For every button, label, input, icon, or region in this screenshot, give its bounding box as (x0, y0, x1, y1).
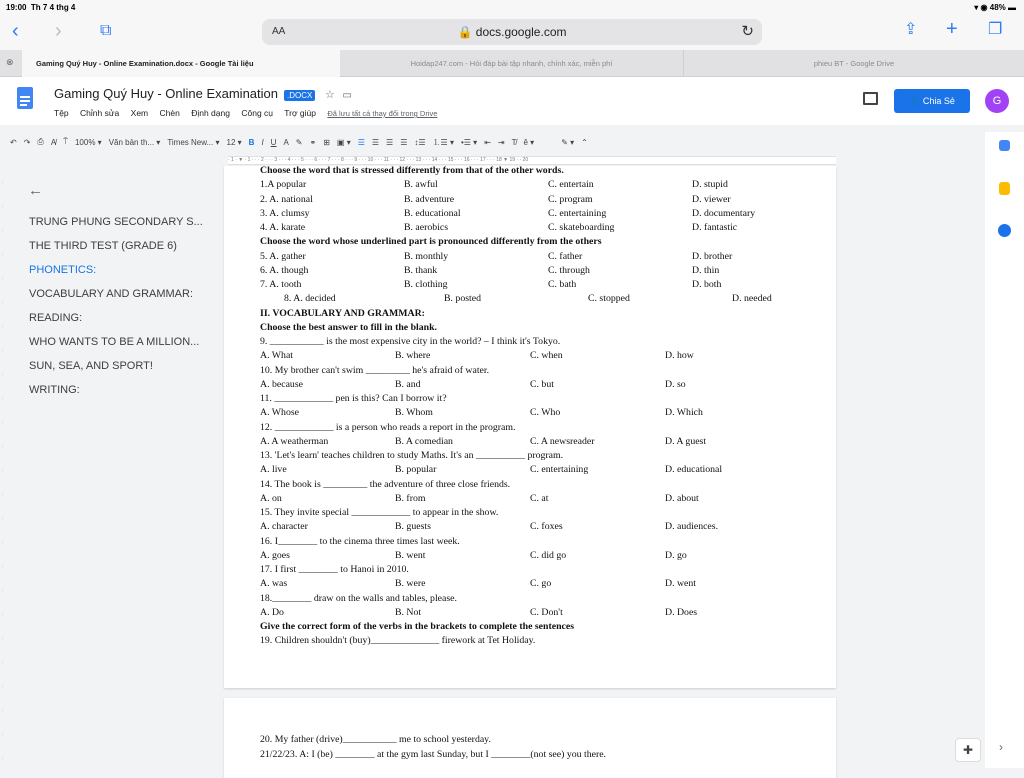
ruler-tick: · (2, 708, 4, 714)
section-heading: II. VOCABULARY AND GRAMMAR: (260, 307, 425, 319)
answer-option: B. went (395, 549, 426, 561)
answer-option: B. monthly (404, 250, 449, 262)
menu-insert[interactable]: Chèn (159, 108, 180, 118)
font-size-select[interactable]: 12 ▾ (226, 137, 242, 147)
answer-option: B. posted (444, 293, 482, 305)
docs-logo-icon[interactable] (17, 87, 33, 109)
ruler-tick: · (2, 636, 4, 642)
highlight-icon[interactable]: ✎ (295, 137, 303, 147)
ruler-tick: · (2, 732, 4, 738)
answer-option: C. entertaining (548, 207, 607, 219)
input-tools-icon[interactable]: ê ▾ (523, 137, 535, 147)
battery-indicator: ▾ ◉ 48% ▬ (974, 3, 1016, 12)
answer-option: A. What (260, 350, 294, 362)
answer-option: B. were (395, 578, 426, 590)
increase-indent-icon[interactable]: ⇥ (497, 137, 505, 147)
answer-option: B. thank (404, 264, 438, 276)
answer-option: C. A newsreader (530, 435, 595, 447)
ruler-tick: · (2, 516, 4, 522)
section-heading: Choose the word that is stressed differently from that of the other words. (260, 165, 564, 176)
question-text: 20. My father (drive)___________ me to school yesterday. (260, 734, 491, 745)
answer-option: B. awful (404, 179, 438, 191)
answer-option: C. entertain (548, 179, 594, 191)
answer-option: C. entertaining (530, 464, 589, 476)
align-justify-icon[interactable]: ☰ (400, 137, 408, 147)
bulleted-list-icon[interactable]: •☰ ▾ (460, 137, 478, 147)
docs-menu-bar (54, 108, 446, 118)
answer-option: 8. A. decided (284, 293, 336, 305)
status-time: 19:00 Th 7 4 thg 4 (6, 3, 76, 12)
ruler-tick: · (2, 324, 4, 330)
answer-option: D. stupid (692, 179, 728, 191)
answer-option: D. fantastic (692, 222, 738, 233)
answer-option: B. Whom (395, 407, 433, 419)
answer-option: 2. A. national (260, 193, 313, 205)
ruler-tick: · (2, 756, 4, 762)
link-icon[interactable]: ⚭ (309, 137, 317, 147)
answer-option: A. Do (260, 606, 284, 618)
safari-toolbar (0, 14, 1024, 50)
docx-badge: .DOCX (284, 90, 315, 101)
star-icon[interactable]: ☆ (324, 89, 335, 101)
ruler-tick: · (2, 660, 4, 666)
line-spacing-icon[interactable]: ↕☰ (414, 137, 426, 147)
reader-aa-button[interactable]: AA (272, 26, 286, 37)
answer-option: B. popular (395, 464, 437, 476)
redo-icon[interactable]: ↷ (23, 137, 31, 147)
question-text: 17. I first ________ to Hanoi in 2010. (260, 564, 409, 575)
answer-option: C. through (548, 264, 590, 276)
ruler-tick: · (2, 540, 4, 546)
answer-option: D. go (665, 549, 687, 561)
answer-option: B. Not (395, 606, 422, 618)
tab-hoidap247[interactable]: Hoidap247.com - Hỏi đáp bài tập nhanh, chính xác, miễn phí (410, 59, 613, 68)
answer-option: D. educational (665, 464, 723, 476)
outline-item[interactable]: SUN, SEA, AND SPORT! (29, 360, 153, 372)
add-comment-icon[interactable]: ⊞ (323, 137, 330, 147)
outline-item[interactable]: WRITING: (29, 384, 80, 396)
menu-format[interactable]: Định dạng (191, 108, 230, 118)
answer-option: A. on (260, 492, 282, 504)
ruler-tick: · (2, 684, 4, 690)
question-text: 9. ___________ is the most expensive city in the world? – I think it's Tokyo. (260, 336, 561, 347)
url-text: 🔒 docs.google.com (457, 25, 567, 39)
paint-format-icon[interactable]: ⍑ (63, 137, 68, 146)
italic-button[interactable]: I (261, 137, 264, 147)
underline-button[interactable]: U (270, 137, 277, 147)
explore-button[interactable]: ✚ (955, 738, 981, 762)
ruler-tick: · (2, 444, 4, 450)
answer-option: 3. A. clumsy (260, 207, 310, 219)
answer-option: D. so (665, 378, 686, 390)
style-select[interactable]: Văn bản th... ▾ (108, 137, 161, 147)
font-select[interactable]: Times New... ▾ (167, 137, 220, 147)
question-text: 16. I________ to the cinema three times last week. (260, 535, 460, 547)
answer-option: 1.A popular (260, 179, 307, 191)
question-text: 14. The book is _________ the adventure of three close friends. (260, 478, 511, 490)
answer-option: B. from (395, 492, 426, 504)
menu-help[interactable]: Trợ giúp (284, 108, 316, 118)
outline-item[interactable]: WHO WANTS TO BE A MILLION... (29, 336, 200, 348)
formatting-toolbar (10, 132, 985, 152)
outline-item[interactable]: READING: (29, 312, 83, 324)
section-heading: Give the correct form of the verbs in the brackets to complete the sentences (260, 621, 575, 632)
answer-option: C. bath (548, 279, 577, 290)
collapse-menu-icon[interactable]: ⌃ (581, 137, 588, 147)
ruler-tick: · (2, 252, 4, 258)
ruler-tick: · (2, 564, 4, 570)
question-text: 21/22/23. A: I (be) ________ at the gym last Sunday, but I ________(not see) you there. (260, 748, 607, 760)
ruler-tick: · (2, 180, 4, 186)
section-heading: Choose the best answer to fill in the blank. (260, 321, 437, 333)
question-text: 10. My brother can't swim _________ he's afraid of water. (260, 364, 490, 376)
question-text: 19. Children shouldn't (buy)______________ firework at Tet Holiday. (260, 635, 536, 647)
question-text: 18.________ draw on the walls and tables, please. (260, 592, 457, 604)
answer-option: D. A guest (665, 435, 707, 447)
answer-option: D. both (692, 279, 722, 290)
text-color-icon[interactable]: A (283, 137, 289, 147)
menu-edit[interactable]: Chỉnh sửa (80, 108, 120, 118)
close-outline-icon[interactable]: ← (28, 182, 43, 199)
back-icon[interactable]: ‹ (12, 20, 19, 42)
close-tab-icon[interactable]: ⊗ (6, 57, 14, 67)
keep-icon[interactable] (999, 182, 1010, 195)
document-outline (14, 182, 224, 406)
align-center-icon[interactable]: ☰ (371, 137, 380, 147)
answer-option: D. thin (692, 264, 720, 276)
tab-google-drive[interactable]: phieu BT - Google Drive (683, 50, 1024, 77)
safari-tab-strip (0, 50, 1024, 77)
section-heading: Choose the word whose underlined part is pronounced differently from the others (260, 236, 602, 248)
answer-option: C. Don't (530, 606, 563, 618)
answer-option: 6. A. though (260, 264, 309, 276)
answer-option: 7. A. tooth (260, 279, 302, 290)
answer-option: C. go (530, 578, 552, 590)
forward-icon[interactable]: › (55, 20, 62, 42)
calendar-icon[interactable] (999, 140, 1010, 151)
undo-icon[interactable]: ↶ (10, 137, 17, 147)
ruler-tick: · (2, 588, 4, 594)
answer-option: B. where (395, 350, 431, 362)
align-right-icon[interactable]: ☰ (386, 137, 394, 147)
docs-header (0, 77, 1024, 125)
answer-option: B. guests (395, 521, 431, 533)
answer-option: C. Who (530, 407, 561, 419)
answer-option: D. about (665, 492, 699, 504)
reload-icon[interactable]: ↻ (741, 23, 754, 40)
menu-view[interactable]: Xem (130, 108, 149, 118)
ruler-tick: · (2, 372, 4, 378)
answer-option: B. and (395, 378, 421, 390)
menu-tools[interactable]: Công cụ (241, 108, 274, 118)
outline-item-selected[interactable]: PHONETICS: (29, 262, 224, 286)
answer-option: D. Does (665, 606, 698, 618)
answer-option: C. when (530, 350, 563, 362)
expand-panel-icon[interactable]: › (999, 740, 1003, 754)
answer-option: D. needed (732, 293, 772, 305)
answer-option: C. foxes (530, 521, 563, 533)
ruler-tick: · (2, 468, 4, 474)
numbered-list-icon[interactable]: ⒈☰ ▾ (432, 137, 454, 147)
answer-option: D. went (665, 578, 697, 590)
ruler-tick: · (2, 396, 4, 402)
address-bar[interactable] (262, 19, 762, 45)
ruler-tick: · (2, 492, 4, 498)
document-page[interactable] (224, 698, 836, 778)
menu-file[interactable]: Tệp (54, 108, 69, 118)
ruler-tick: · (2, 276, 4, 282)
answer-option: C. at (530, 492, 549, 504)
vertical-ruler[interactable] (0, 170, 9, 768)
answer-option: A. live (260, 464, 287, 476)
tab-google-docs[interactable]: Gaming Quý Huy - Online Examination.docx - Google Tài liệu (22, 50, 340, 77)
ruler-tick: · (2, 420, 4, 426)
answer-option: C. stopped (588, 293, 630, 305)
answer-option: C. program (548, 193, 593, 205)
answer-option: B. adventure (404, 193, 455, 205)
print-icon[interactable]: ⎙ (37, 137, 44, 146)
question-text: 13. 'Let's learn' teaches children to study Maths. It's an __________ program. (260, 450, 564, 461)
save-status[interactable]: Đã lưu tất cả thay đổi trong Drive (327, 109, 438, 118)
answer-option: C. but (530, 378, 554, 390)
outline-item[interactable]: THE THIRD TEST (GRADE 6) (29, 240, 177, 252)
decrease-indent-icon[interactable]: ⇤ (484, 137, 491, 147)
answer-option: D. how (665, 350, 694, 362)
question-text: 12. ____________ is a person who reads a report in the program. (260, 421, 516, 433)
tasks-icon[interactable] (998, 224, 1011, 237)
outline-item[interactable]: TRUNG PHUNG SECONDARY S... (29, 216, 203, 228)
ios-status-bar (0, 0, 1024, 14)
question-text: 15. They invite special ____________ to appear in the show. (260, 507, 499, 518)
answer-option: A. A weatherman (260, 435, 329, 447)
zoom-select[interactable]: 100% ▾ (74, 137, 102, 147)
ruler-tick: · (2, 612, 4, 618)
answer-option: D. audiences. (665, 521, 719, 533)
ruler-tick: · (2, 348, 4, 354)
document-title[interactable]: Gaming Quý Huy - Online Examination .DOCX ☆ ▭ (54, 86, 352, 101)
avatar[interactable]: G (985, 89, 1009, 113)
question-text: 11. ____________ pen is this? Can I borrow it? (260, 393, 447, 404)
comment-history-icon[interactable] (863, 92, 878, 105)
clear-formatting-icon[interactable]: T̸ (511, 137, 517, 147)
horizontal-ruler[interactable]: · 1 · ▼ · 1 · · · 2 · · · 3 · · · 4 · · · 5 · · · 6 · · · 7 · · · 8 · · · 9 · · · 10 · · · 11 · · · 12 · · · 13 · · · 14 · · · 15 · · · 16 · · · 17 · · · 18 ▼ 19 · · 20 (228, 156, 836, 165)
answer-option: B. aerobics (404, 222, 449, 233)
answer-option: A. goes (260, 549, 290, 561)
folder-icon[interactable]: ▭ (342, 90, 352, 101)
answer-option: D. brother (692, 250, 733, 262)
answer-option: D. viewer (692, 193, 731, 205)
spellcheck-icon[interactable]: A̸ (50, 137, 57, 147)
document-page[interactable] (224, 166, 836, 688)
answer-option: A. because (260, 378, 303, 390)
answer-option: B. clothing (404, 279, 448, 290)
answer-option: 4. A. karate (260, 222, 306, 233)
answer-option: B. educational (404, 207, 461, 219)
ruler-tick: · (2, 204, 4, 210)
answer-option: C. father (548, 250, 583, 262)
answer-option: 5. A. gather (260, 250, 306, 262)
ruler-tick: · (2, 300, 4, 306)
share-button[interactable]: 👤 Chia Sẻ (894, 89, 970, 113)
insert-image-icon[interactable]: ▣ ▾ (336, 137, 351, 147)
answer-option: C. skateboarding (548, 222, 615, 233)
answer-option: D. documentary (692, 207, 756, 219)
side-panel (985, 132, 1024, 768)
answer-option: B. A comedian (395, 435, 453, 447)
ruler-tick: · (2, 228, 4, 234)
answer-option: A. character (260, 521, 308, 533)
new-tab-icon[interactable]: + (946, 18, 958, 40)
answer-option: A. Whose (260, 407, 300, 419)
outline-item[interactable]: VOCABULARY AND GRAMMAR: (29, 288, 194, 300)
bold-button[interactable]: B (248, 137, 255, 147)
answer-option: D. Which (665, 407, 703, 419)
bookmarks-icon[interactable]: ⧉ (100, 22, 112, 39)
editing-mode-icon[interactable]: ✎ ▾ (561, 137, 575, 147)
answer-option: C. did go (530, 549, 567, 561)
align-left-icon[interactable]: ☰ (357, 137, 365, 147)
answer-option: A. was (260, 578, 288, 590)
tabs-overview-icon[interactable]: ❐ (988, 21, 1003, 38)
share-icon[interactable]: ⇪ (904, 21, 918, 38)
